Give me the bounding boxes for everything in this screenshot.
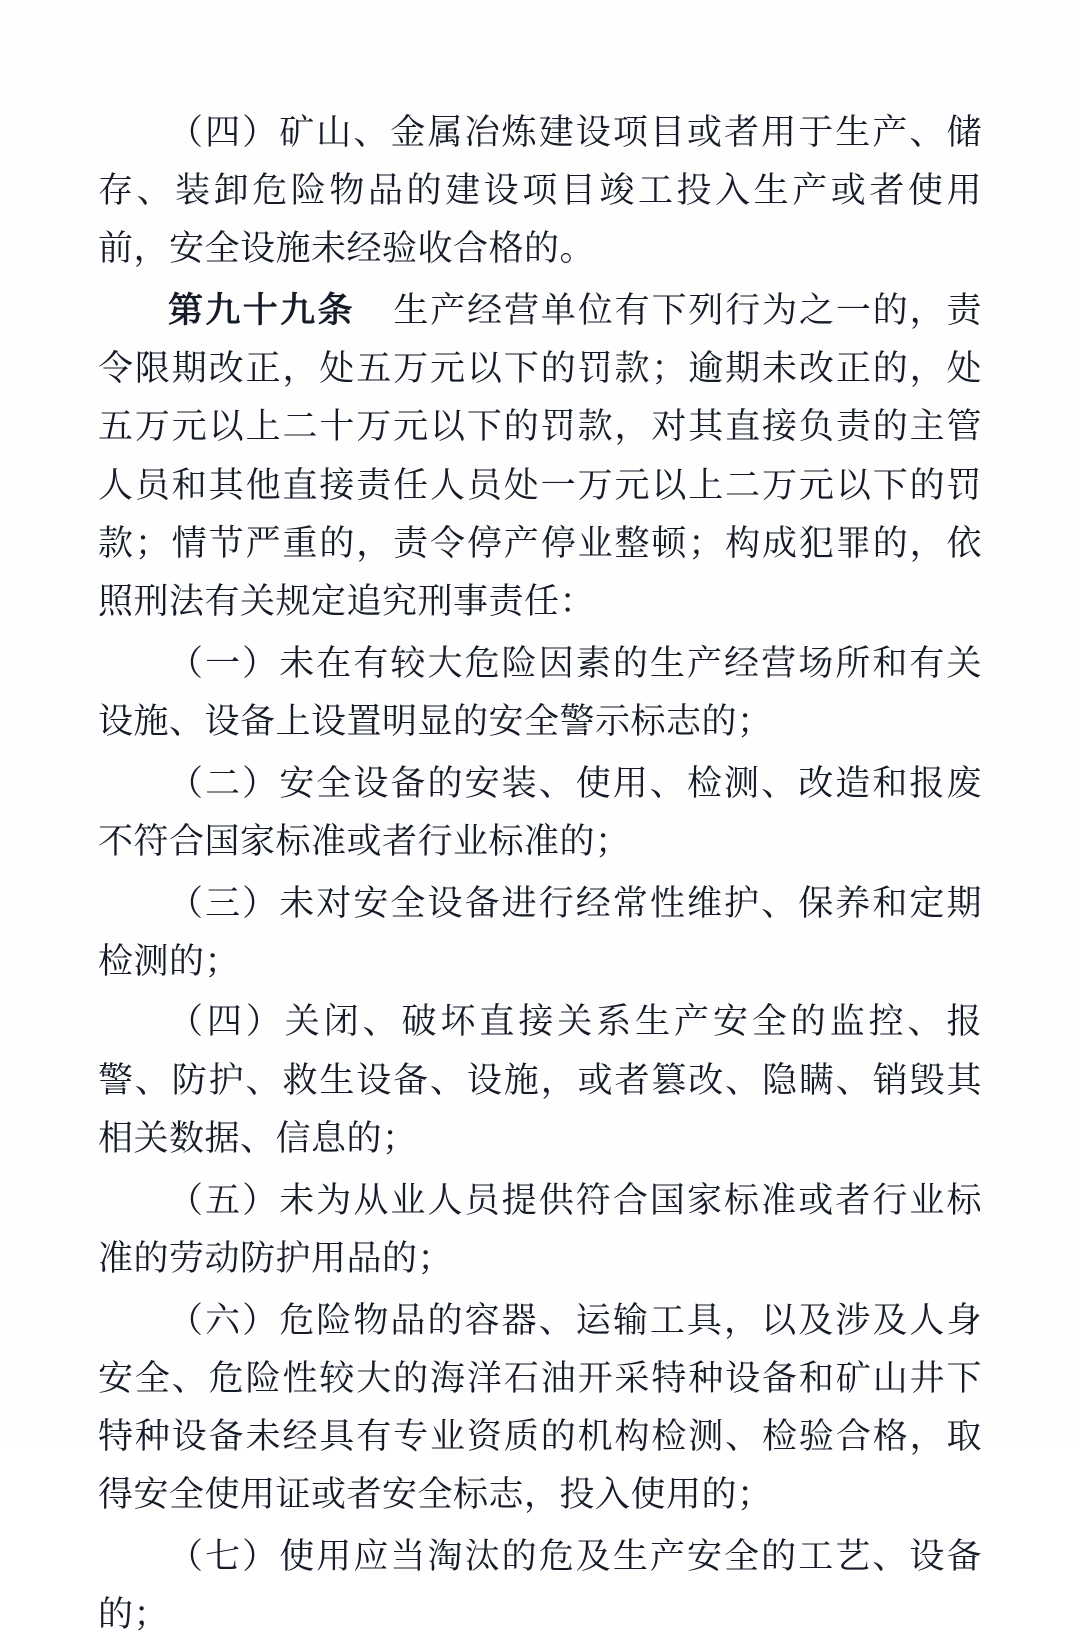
paragraph-item-7 bbox=[98, 1528, 982, 1644]
paragraph-item-5 bbox=[98, 1172, 982, 1288]
paragraph-text: （三）未对安全设备进行经常性维护、保养和定期检测的； bbox=[98, 884, 982, 982]
paragraph-text: 生产经营单位有下列行为之一的，责令限期改正，处五万元以下的罚款；逾期未改正的，处五万元以上二十万元以下的罚款，对其直接负责的主管人员和其他直接责任人员处一万元以上二万元以下的罚款；情节严重的，责令停产停业整顿；构成犯罪的，依照刑法有关规定追究刑事责任： bbox=[98, 291, 982, 621]
paragraph-text: （二）安全设备的安装、使用、检测、改造和报废不符合国家标准或者行业标准的； bbox=[98, 764, 982, 862]
paragraph-text: （四）关闭、破坏直接关系生产安全的监控、报警、防护、救生设备、设施，或者篡改、隐瞒、销毁其相关数据、信息的； bbox=[98, 1002, 982, 1158]
paragraph-text: （一）未在有较大危险因素的生产经营场所和有关设施、设备上设置明显的安全警示标志的； bbox=[98, 643, 982, 741]
paragraph-text: （四）矿山、金属冶炼建设项目或者用于生产、储存、装卸危险物品的建设项目竣工投入生产或者使用前，安全设施未经验收合格的。 bbox=[98, 113, 982, 269]
paragraph-text: （七）使用应当淘汰的危及生产安全的工艺、设备的； bbox=[98, 1537, 982, 1635]
paragraph-item-1 bbox=[98, 635, 982, 751]
article-heading: 第九十九条 bbox=[168, 291, 355, 331]
document-body bbox=[98, 104, 982, 1644]
paragraph-item-6 bbox=[98, 1292, 982, 1524]
paragraph-item-4-prev-article bbox=[98, 104, 982, 278]
paragraph-item-3 bbox=[98, 875, 982, 991]
paragraph-item-4 bbox=[98, 993, 982, 1167]
paragraph-text: （五）未为从业人员提供符合国家标准或者行业标准的劳动防护用品的； bbox=[98, 1180, 982, 1278]
paragraph-text: （六）危险物品的容器、运输工具，以及涉及人身安全、危险性较大的海洋石油开采特种设备和矿山井下特种设备未经具有专业资质的机构检测、检验合格，取得安全使用证或者安全标志，投入使用的； bbox=[98, 1300, 982, 1515]
paragraph-item-2 bbox=[98, 755, 982, 871]
paragraph-article-99 bbox=[98, 282, 982, 631]
